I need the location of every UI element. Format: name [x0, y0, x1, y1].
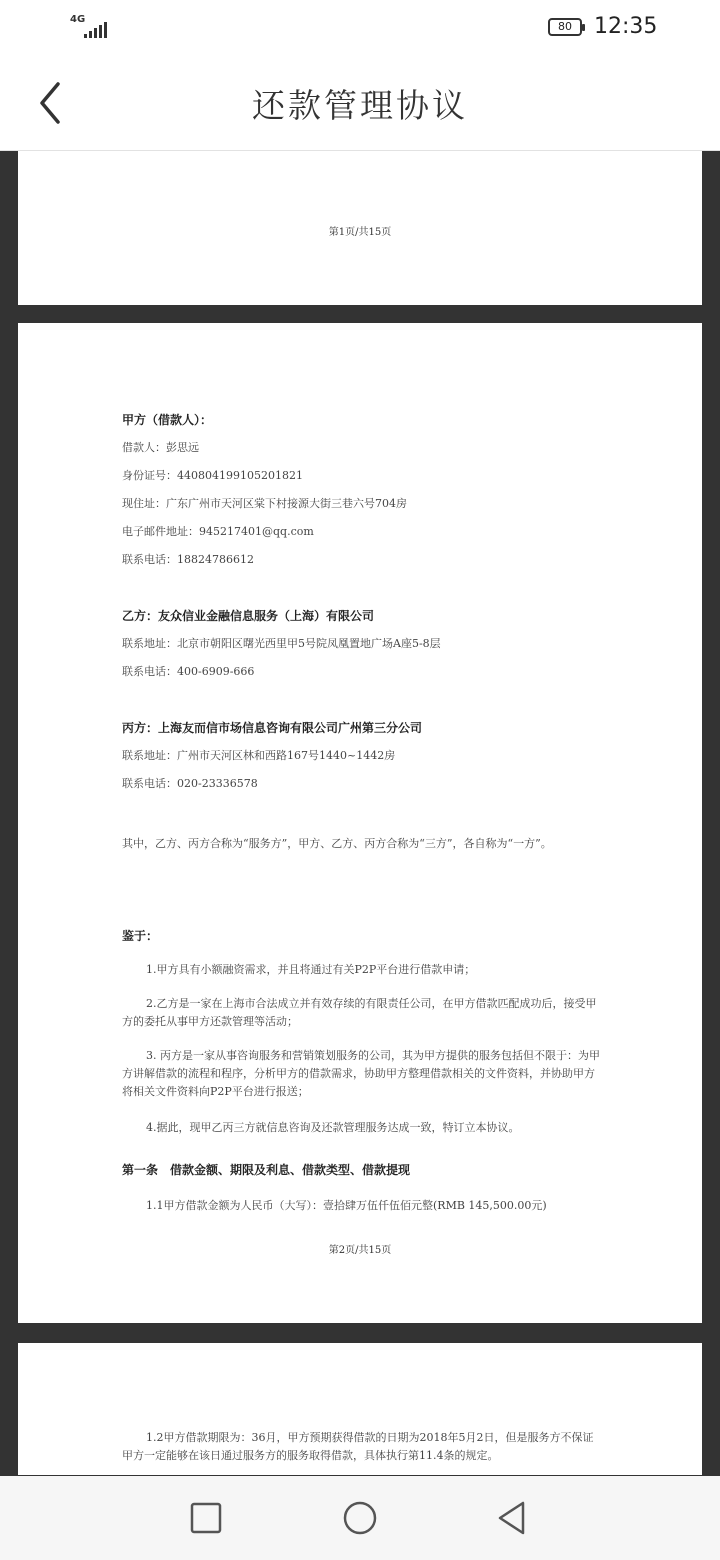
document-page-3	[18, 1343, 702, 1475]
party-b-phone: 联系电话：400-6909-666	[122, 665, 255, 678]
status-time: 12:35	[594, 14, 658, 39]
whereas-heading: 鉴于：	[122, 929, 159, 943]
circle-icon	[338, 1496, 382, 1540]
home-button[interactable]	[338, 1496, 382, 1540]
triangle-back-icon	[490, 1496, 534, 1540]
network-type: 4G	[70, 14, 86, 25]
whereas-item-1: 1.甲方具有小额融资需求，并且将通过有关P2P平台进行借款申请；	[146, 963, 476, 976]
party-c-phone: 联系电话：020-23336578	[122, 777, 258, 790]
document-page-2	[18, 323, 702, 1323]
whereas-item-4: 4.据此，现甲乙丙三方就信息咨询及还款管理服务达成一致，特订立本协议。	[146, 1121, 520, 1134]
recents-button[interactable]	[184, 1496, 228, 1540]
page-title: 还款管理协议	[252, 86, 468, 125]
title-bar	[0, 56, 720, 151]
battery-icon: 80	[548, 18, 582, 36]
party-b-address: 联系地址：北京市朝阳区曙光西里甲5号院凤凰置地广场A座5-8层	[122, 637, 441, 650]
party-a-heading: 甲方（借款人）：	[122, 413, 213, 427]
party-a-id: 身份证号：440804199105201821	[122, 469, 303, 482]
whereas-item-2: 2.乙方是一家在上海市合法成立并有效存续的有限责任公司，在甲方借款匹配成功后，接受甲方的委托从事甲方还款管理等活动；	[122, 997, 597, 1028]
definition-paragraph: 其中，乙方、丙方合称为“服务方”，甲方、乙方、丙方合称为“三方”，各自称为“一方”。	[122, 837, 552, 850]
document-page-1	[18, 151, 702, 305]
clause-1-1: 1.1甲方借款金额为人民币（大写）：壹拾肆万伍仟伍佰元整(RMB 145,500.00元)	[146, 1199, 547, 1212]
party-c-address: 联系地址：广州市天河区林和西路167号1440~1442房	[122, 749, 396, 762]
party-a-email: 电子邮件地址：945217401@qq.com	[122, 525, 314, 538]
party-a-borrower: 借款人：彭思远	[122, 441, 199, 454]
party-a-address: 现住址：广东广州市天河区棠下村接源大街三巷六号704房	[122, 497, 407, 510]
status-bar	[0, 0, 720, 56]
clause-1-2: 1.2甲方借款期限为：36月，甲方预期获得借款的日期为2018年5月2日，但是服务方不保证甲方一定能够在该日通过服务方的服务取得借款，具体执行第11.4条的规定。	[122, 1431, 594, 1462]
party-c-heading: 丙方：上海友而信市场信息咨询有限公司广州第三分公司	[122, 721, 423, 735]
whereas-item-3: 3. 丙方是一家从事咨询服务和营销策划服务的公司，其为甲方提供的服务包括但不限于：为甲方讲解借款的流程和程序，分析甲方的借款需求，协助甲方整理借款相关的文件资料，并协助甲方将相关文件资料向P2P平台进行报送；	[122, 1049, 600, 1098]
party-a-phone: 联系电话：18824786612	[122, 553, 254, 566]
party-b-heading: 乙方：友众信业金融信息服务（上海）有限公司	[122, 609, 375, 623]
article-1-heading: 第一条 借款金额、期限及利息、借款类型、借款提现	[122, 1163, 411, 1177]
page-number: 第2页/共15页	[328, 1245, 392, 1256]
signal-icon	[70, 14, 110, 40]
square-icon	[184, 1496, 228, 1540]
navigation-bar	[0, 1476, 720, 1560]
document-viewer[interactable]	[0, 151, 720, 1475]
back-nav-button[interactable]	[490, 1496, 534, 1540]
page-number: 第1页/共15页	[328, 227, 392, 238]
